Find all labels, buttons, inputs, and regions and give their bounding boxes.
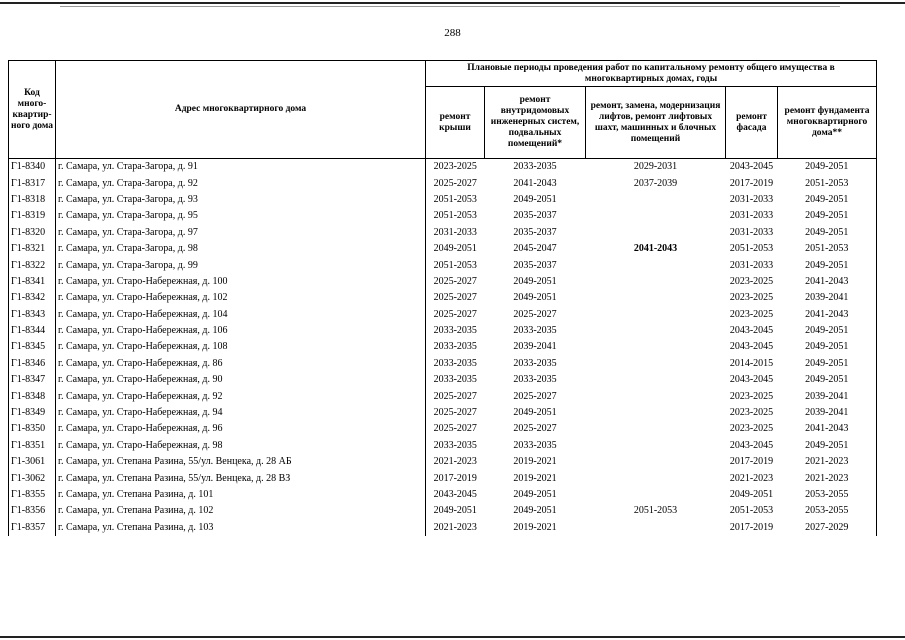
table-row [9,421,877,437]
cell-foundation: 2049-2051 [778,339,877,355]
cell-engineering: 2049-2051 [513,275,557,287]
table-row [9,520,877,536]
cell-address: г. Самара, ул. Стара-Загора, д. 95 [58,210,198,222]
cell-address: г. Самара, ул. Степана Разина, д. 102 [58,505,214,517]
cell-facade: 2043-2045 [729,374,774,386]
table-row [9,339,877,355]
cell-foundation: 2049-2051 [778,225,877,241]
cell-foundation: 2039-2041 [778,290,877,306]
cell-elevators [586,225,726,241]
cell-address: г. Самара, ул. Стара-Загора, д. 97 [58,226,198,238]
cell-engineering: 2049-2051 [513,407,557,419]
cell-facade: 2043-2045 [729,325,774,337]
cell-code: Г1-8345 [9,339,56,355]
cell-code: Г1-8318 [9,192,56,208]
cell-elevators [586,307,726,323]
table-row [9,274,877,290]
cell-elevators [586,192,726,208]
cell-foundation: 2049-2051 [778,356,877,372]
cell-elevators: 2051-2053 [633,505,678,517]
cell-foundation: 2049-2051 [778,208,877,224]
capital-repair-schedule-table [8,60,877,536]
cell-foundation: 2049-2051 [778,372,877,388]
cell-code: Г1-8317 [9,175,56,191]
cell-code: Г1-8346 [9,356,56,372]
cell-engineering: 2049-2051 [513,193,557,205]
cell-code: Г1-8342 [9,290,56,306]
cell-engineering: 2039-2041 [513,341,557,353]
cell-address: г. Самара, ул. Старо-Набережная, д. 92 [58,390,223,402]
cell-roof: 2023-2025 [426,159,485,176]
table-row [9,388,877,404]
cell-engineering: 2025-2027 [513,308,557,320]
cell-code: Г1-8321 [9,241,56,257]
cell-address: г. Самара, ул. Старо-Набережная, д. 102 [58,292,228,304]
cell-elevators: 2029-2031 [586,159,726,176]
cell-roof: 2031-2033 [426,225,485,241]
cell-elevators [586,339,726,355]
cell-facade: 2014-2015 [729,357,774,369]
cell-code: Г1-8348 [9,388,56,404]
cell-roof: 2051-2053 [426,192,485,208]
cell-engineering: 2049-2051 [513,292,557,304]
cell-engineering: 2049-2051 [513,505,557,517]
cell-code: Г1-8349 [9,405,56,421]
cell-facade: 2043-2045 [729,341,774,353]
table-body [9,159,877,536]
cell-facade: 2049-2051 [729,489,774,500]
cell-address: г. Самара, ул. Степана Разина, 55/ул. Венцека, д. 28 ВЗ [58,472,291,484]
cell-elevators [586,274,726,290]
cell-engineering: 2025-2027 [513,423,557,435]
header-engineering: ремонт внутридомовых инженерных систем, подвальных помещений* [485,87,586,159]
cell-address: г. Самара, ул. Стара-Загора, д. 98 [58,243,198,255]
cell-engineering: 2035-2037 [513,226,557,238]
cell-roof: 2025-2027 [426,421,485,437]
cell-foundation: 2041-2043 [778,274,877,290]
cell-foundation: 2041-2043 [778,421,877,437]
cell-facade: 2051-2053 [729,243,774,255]
cell-code: Г1-8356 [9,503,56,519]
table-row [9,159,877,176]
header-elevators: ремонт, замена, модернизация лифтов, ремонт лифтовых шахт, машинных и блочных помещений [586,87,726,159]
cell-address: г. Самара, ул. Старо-Набережная, д. 96 [58,423,223,435]
cell-roof: 2033-2035 [426,438,485,454]
cell-address: г. Самара, ул. Степана Разина, 55/ул. Венцека, д. 28 АБ [58,456,292,468]
cell-roof: 2033-2035 [426,356,485,372]
cell-address: г. Самара, ул. Старо-Набережная, д. 104 [58,308,228,320]
header-facade: ремонт фасада [726,87,778,159]
table-row [9,405,877,421]
cell-address: г. Самара, ул. Стара-Загора, д. 99 [58,259,198,271]
cell-code: Г1-8350 [9,421,56,437]
cell-foundation: 2049-2051 [778,438,877,454]
cell-foundation: 2021-2023 [778,470,877,486]
cell-facade: 2023-2025 [729,390,774,402]
cell-code: Г1-8341 [9,274,56,290]
table-row [9,438,877,454]
cell-code: Г1-8344 [9,323,56,339]
cell-elevators [586,520,726,536]
cell-engineering: 2033-2035 [513,374,557,386]
header-address: Адрес многоквартирного дома [56,61,426,159]
cell-foundation: 2049-2051 [778,159,877,176]
cell-engineering: 2035-2037 [513,259,557,271]
cell-facade: 2017-2019 [729,177,774,189]
top-border-line [0,2,905,4]
cell-roof: 2033-2035 [426,339,485,355]
table-row [9,225,877,241]
top-border-line-thin [60,6,840,7]
header-code: Код много-квартир-ного дома [9,61,56,159]
cell-facade: 2043-2045 [726,159,778,176]
cell-address: г. Самара, ул. Старо-Набережная, д. 100 [58,275,228,287]
page-number: 288 [444,27,461,39]
cell-foundation: 2041-2043 [778,307,877,323]
cell-elevators [586,405,726,421]
header-repair-periods: Плановые периоды проведения работ по капитальному ремонту общего имущества в многоквартирных домах, годы [426,61,877,87]
cell-facade: 2017-2019 [729,521,774,533]
table-row [9,175,877,191]
cell-facade: 2023-2025 [729,275,774,287]
table-row [9,372,877,388]
cell-address: г. Самара, ул. Старо-Набережная, д. 86 [58,357,223,369]
cell-elevators [586,438,726,454]
cell-code: Г1-8320 [9,225,56,241]
cell-engineering: 2025-2027 [513,390,557,402]
cell-engineering: 2019-2021 [513,472,557,484]
header-foundation: ремонт фундамента многоквартирного дома** [778,87,877,159]
cell-address: г. Самара, ул. Старо-Набережная, д. 90 [58,374,223,386]
cell-foundation: 2049-2051 [778,192,877,208]
table-row [9,208,877,224]
cell-foundation: 2021-2023 [778,454,877,470]
cell-foundation: 2039-2041 [778,405,877,421]
cell-elevators [586,454,726,470]
cell-roof: 2025-2027 [426,290,485,306]
cell-roof: 2033-2035 [426,372,485,388]
cell-engineering: 2033-2035 [513,439,557,451]
cell-elevators: 2041-2043 [633,243,678,255]
cell-code: Г1-8357 [9,520,56,536]
cell-address: г. Самара, ул. Стара-Загора, д. 91 [56,159,426,176]
cell-foundation: 2053-2055 [778,487,877,503]
cell-address: г. Самара, ул. Старо-Набережная, д. 98 [58,439,223,451]
cell-address: г. Самара, ул. Стара-Загора, д. 93 [58,193,198,205]
cell-engineering: 2049-2051 [513,489,557,500]
cell-facade: 2023-2025 [729,423,774,435]
table-row [9,290,877,306]
table-row [9,257,877,273]
cell-foundation: 2051-2053 [778,175,877,191]
cell-engineering: 2045-2047 [513,243,557,255]
cell-roof: 2043-2045 [426,487,485,503]
cell-elevators [586,323,726,339]
table-row [9,192,877,208]
cell-engineering: 2035-2037 [513,210,557,222]
table-row [9,454,877,470]
cell-roof: 2017-2019 [426,470,485,486]
cell-roof: 2051-2053 [426,257,485,273]
cell-foundation: 2049-2051 [778,257,877,273]
cell-elevators [586,421,726,437]
cell-roof: 2021-2023 [426,454,485,470]
cell-facade: 2017-2019 [729,456,774,468]
cell-address: г. Самара, ул. Стара-Загора, д. 92 [58,177,198,189]
table-row [9,241,877,257]
cell-roof: 2033-2035 [426,323,485,339]
cell-facade: 2031-2033 [729,193,774,205]
cell-elevators [586,257,726,273]
table-row [9,307,877,323]
table-row [9,470,877,486]
cell-roof: 2025-2027 [426,405,485,421]
cell-roof: 2051-2053 [426,208,485,224]
header-roof: ремонт крыши [426,87,485,159]
cell-foundation: 2049-2051 [778,323,877,339]
cell-foundation: 2039-2041 [778,388,877,404]
cell-roof: 2025-2027 [426,274,485,290]
cell-elevators [586,487,726,503]
cell-elevators [586,290,726,306]
cell-facade: 2031-2033 [729,226,774,238]
cell-engineering: 2033-2035 [513,325,557,337]
cell-code: Г1-8351 [9,438,56,454]
cell-code: Г1-8340 [9,159,56,176]
cell-facade: 2023-2025 [729,407,774,419]
cell-facade: 2043-2045 [729,439,774,451]
cell-elevators [586,470,726,486]
cell-engineering: 2033-2035 [485,159,586,176]
cell-engineering: 2041-2043 [513,177,557,189]
cell-code: Г1-8343 [9,307,56,323]
cell-elevators [586,208,726,224]
cell-facade: 2021-2023 [729,472,774,484]
cell-code: Г1-3061 [9,454,56,470]
cell-code: Г1-8322 [9,257,56,273]
cell-facade: 2031-2033 [729,259,774,271]
cell-roof: 2021-2023 [426,520,485,536]
cell-elevators: 2037-2039 [633,177,678,189]
table-row [9,356,877,372]
table-row [9,487,877,503]
cell-engineering: 2019-2021 [513,456,557,468]
cell-roof: 2025-2027 [426,175,485,191]
cell-address: г. Самара, ул. Старо-Набережная, д. 108 [58,341,228,353]
table-row [9,323,877,339]
cell-address: г. Самара, ул. Степана Разина, д. 101 [58,489,214,500]
cell-code: Г1-3062 [9,470,56,486]
cell-code: Г1-8319 [9,208,56,224]
cell-roof: 2025-2027 [426,307,485,323]
cell-foundation: 2051-2053 [778,241,877,257]
cell-roof: 2049-2051 [426,241,485,257]
cell-engineering: 2033-2035 [513,357,557,369]
cell-facade: 2051-2053 [729,505,774,517]
cell-elevators [586,388,726,404]
cell-roof: 2025-2027 [426,388,485,404]
cell-roof: 2049-2051 [426,503,485,519]
cell-code: Г1-8347 [9,372,56,388]
cell-engineering: 2019-2021 [513,521,557,533]
cell-address: г. Самара, ул. Старо-Набережная, д. 106 [58,325,228,337]
cell-address: г. Самара, ул. Старо-Набережная, д. 94 [58,407,223,419]
bottom-border-line [0,636,905,638]
cell-elevators [586,372,726,388]
cell-code: Г1-8355 [9,487,56,503]
cell-facade: 2023-2025 [729,308,774,320]
cell-facade: 2023-2025 [729,292,774,304]
cell-elevators [586,356,726,372]
cell-foundation: 2027-2029 [778,520,877,536]
cell-facade: 2031-2033 [729,210,774,222]
cell-address: г. Самара, ул. Степана Разина, д. 103 [58,521,214,533]
cell-foundation: 2053-2055 [778,503,877,519]
table-row [9,503,877,519]
